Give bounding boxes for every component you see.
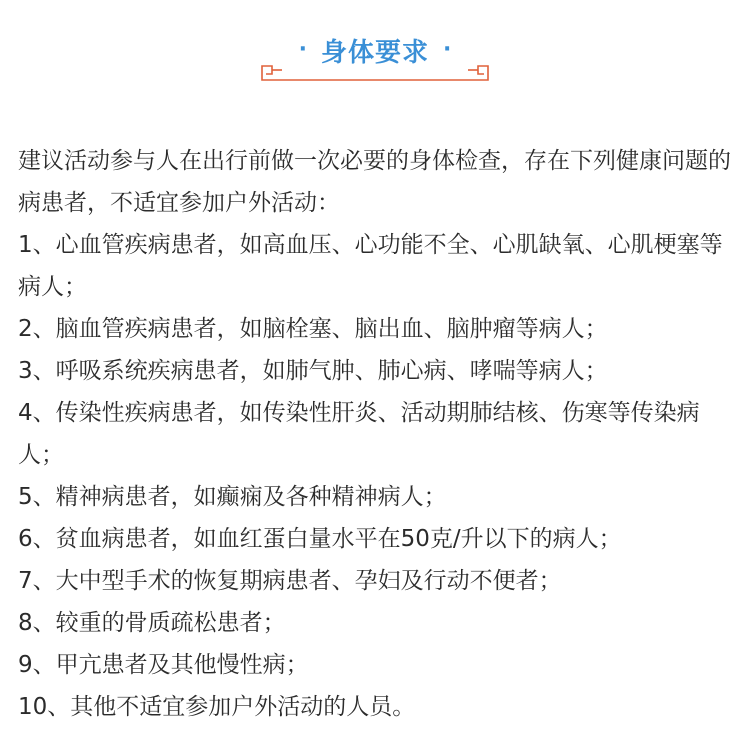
- list-item: 9、甲亢患者及其他慢性病；: [18, 652, 309, 678]
- list-item: 4、传染性疾病患者，如传染性肝炎、活动期肺结核、伤寒等传染病人；: [18, 400, 700, 468]
- list-item: 1、心血管疾病患者，如高血压、心功能不全、心肌缺氧、心肌梗塞等病人；: [18, 232, 723, 300]
- list-item: 3、呼吸系统疾病患者，如肺气肿、肺心病、哮喘等病人；: [18, 358, 608, 384]
- requirements-content: [18, 140, 734, 728]
- list-item: 5、精神病患者，如癫痫及各种精神病人；: [18, 484, 447, 510]
- title-row: [0, 30, 750, 70]
- right-dot-icon: ·: [443, 37, 452, 62]
- list-item: 10、其他不适宜参加户外活动的人员。: [18, 694, 416, 720]
- condition-list: [18, 224, 734, 728]
- section-header: [0, 0, 750, 90]
- intro-paragraph: 建议活动参与人在出行前做一次必要的身体检查，存在下列健康问题的病患者，不适宜参加户外活动：: [18, 148, 731, 216]
- list-item: 8、较重的骨质疏松患者；: [18, 610, 286, 636]
- list-item: 7、大中型手术的恢复期病患者、孕妇及行动不便者；: [18, 568, 562, 594]
- page-title: 身体要求: [320, 37, 429, 68]
- left-dot-icon: ·: [298, 37, 307, 62]
- list-item: 6、贫血病患者，如血红蛋白量水平在50克/升以下的病人；: [18, 526, 622, 552]
- list-item: 2、脑血管疾病患者，如脑栓塞、脑出血、脑肿瘤等病人；: [18, 316, 608, 342]
